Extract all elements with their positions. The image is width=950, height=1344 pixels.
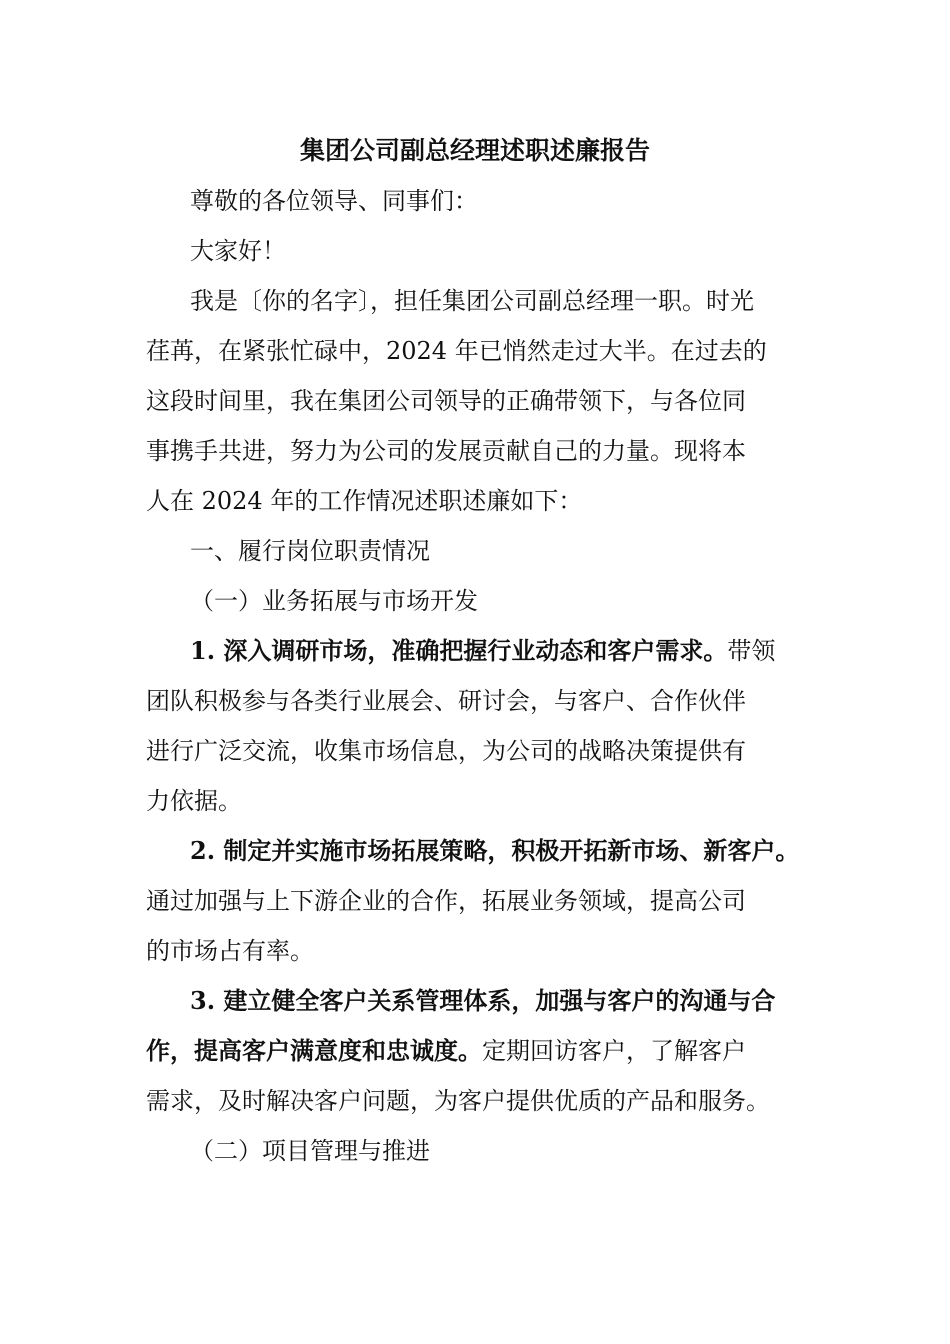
item3-heading-cont: 作，提高客户满意度和忠诚度。	[146, 1036, 482, 1065]
item1-head-tail: 带领	[727, 637, 776, 665]
item1-line: 力依据。	[146, 787, 242, 815]
intro-line: 我是〔你的名字〕，担任集团公司副总经理一职。时光	[190, 287, 754, 315]
item3-heading: 3. 建立健全客户关系管理体系，加强与客户的沟通与合	[190, 986, 776, 1015]
intro-line: 事携手共进，努力为公司的发展贡献自己的力量。现将本	[146, 437, 746, 465]
item2-heading: 2. 制定并实施市场拓展策略，积极开拓新市场、新客户。	[190, 836, 800, 865]
greeting: 尊敬的各位领导、同事们：	[190, 187, 478, 215]
item2-line: 通过加强与上下游企业的合作，拓展业务领域，提高公司	[146, 887, 746, 915]
item3-head-tail: 定期回访客户，了解客户	[482, 1037, 746, 1065]
item1-first-line	[190, 634, 870, 668]
item1-line: 进行广泛交流，收集市场信息，为公司的战略决策提供有	[146, 737, 746, 765]
intro-line: 这段时间里，我在集团公司领导的正确带领下，与各位同	[146, 387, 746, 415]
section-heading: 一、履行岗位职责情况	[190, 537, 430, 565]
item1-heading: 1. 深入调研市场，准确把握行业动态和客户需求。	[190, 636, 728, 665]
item1-line: 团队积极参与各类行业展会、研讨会，与客户、合作伙伴	[146, 687, 746, 715]
item3-line: 需求，及时解决客户问题，为客户提供优质的产品和服务。	[146, 1087, 770, 1115]
intro-line: 荏苒，在紧张忙碌中，2024 年已悄然走过大半。在过去的	[146, 337, 767, 365]
item3-second-line	[146, 1034, 826, 1068]
subsection-heading: （二）项目管理与推进	[190, 1137, 430, 1165]
intro-line: 人在 2024 年的工作情况述职述廉如下：	[146, 487, 583, 515]
hello: 大家好！	[190, 237, 286, 265]
item2-line: 的市场占有率。	[146, 937, 314, 965]
subsection-heading: （一）业务拓展与市场开发	[190, 587, 478, 615]
document-title: 集团公司副总经理述职述廉报告	[299, 136, 650, 165]
